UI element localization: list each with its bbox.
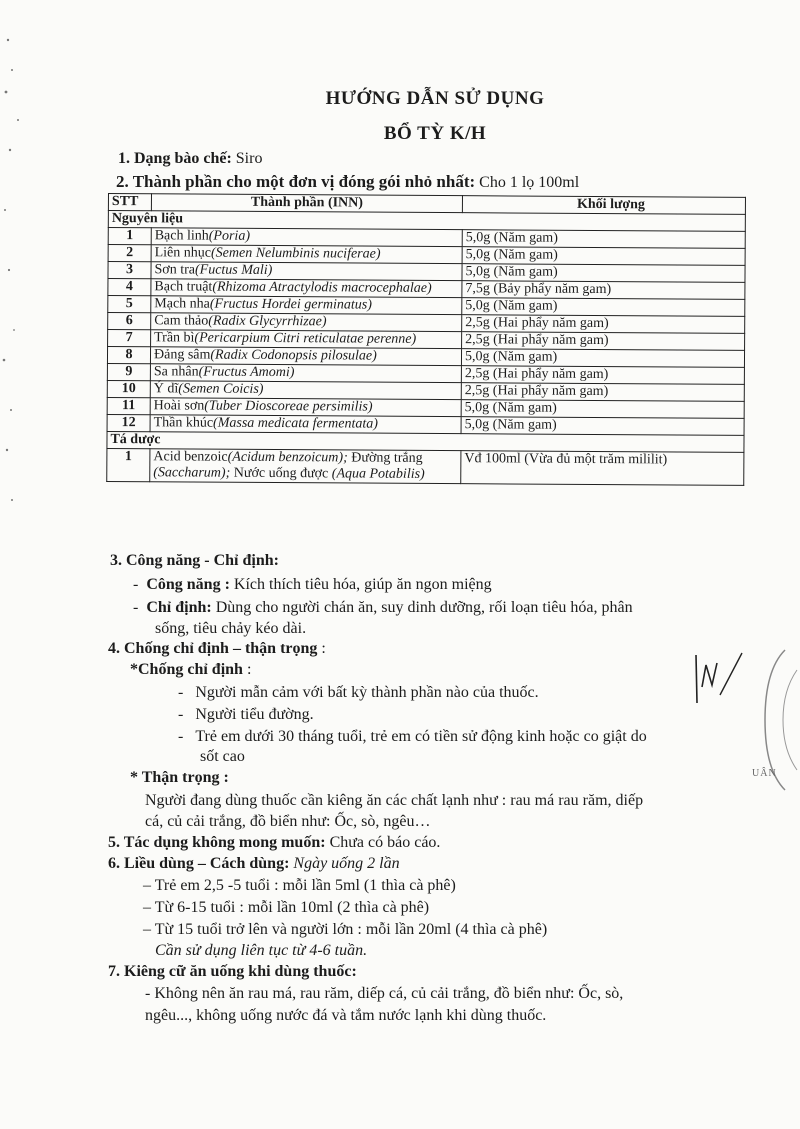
row-mass: 5,0g (Năm gam) — [462, 230, 745, 249]
excipient-name: Acid benzoic — [153, 449, 228, 465]
document-title: HƯỚNG DẪN SỬ DỤNG — [325, 88, 545, 109]
ingredient-name: Bạch truật — [154, 279, 213, 295]
row-stt: 8 — [107, 347, 150, 364]
cn-text: Kích thích tiêu hóa, giúp ăn ngon miệng — [233, 576, 492, 593]
section-5-label: 5. Tác dụng không mong muốn: — [108, 834, 326, 851]
section-3-cd: - Chỉ định: Dùng cho người chán ăn, suy dinh dưỡng, rối loạn tiêu hóa, phân — [133, 599, 633, 616]
row-mass: 2,5g (Hai phẩy năm gam) — [462, 332, 745, 351]
ingredient-name: Ý dĩ — [153, 381, 179, 397]
ingredients-table — [106, 193, 746, 486]
row-stt: 4 — [108, 279, 151, 296]
header-name: Thành phần (INN) — [151, 194, 462, 213]
row-mass: 5,0g (Năm gam) — [461, 400, 744, 419]
section-1 — [118, 150, 262, 168]
section-5-value: Chưa có báo cáo. — [329, 834, 441, 851]
row-stt: 12 — [107, 414, 150, 431]
row-mass: 2,5g (Hai phẩy năm gam) — [462, 315, 745, 334]
excipient-latin: (Aqua Potabilis) — [331, 466, 425, 482]
contraindication-cont: sốt cao — [200, 748, 245, 765]
dosage-note: Cần sử dụng liên tục từ 4-6 tuần. — [155, 942, 368, 959]
section-7-label: 7. Kiêng cữ ăn uống khi dùng thuốc: — [108, 963, 357, 980]
ingredient-latin: (Radix Glycyrrhizae) — [208, 313, 327, 330]
row-name — [151, 245, 462, 264]
row-name — [151, 279, 462, 298]
ingredient-name: Liên nhục — [154, 245, 212, 261]
dosage-item: – Từ 6-15 tuổi : mỗi lần 10ml (2 thìa cà phê) — [143, 899, 430, 916]
handwritten-signature — [690, 645, 750, 710]
ingredient-name: Mạch nha — [154, 296, 210, 312]
contraindication-item: - Người tiểu đường. — [178, 706, 314, 723]
row-name — [151, 296, 462, 315]
stamp-text: UÂN — [752, 768, 777, 779]
row-stt: 7 — [108, 330, 151, 347]
row-stt: 2 — [108, 245, 151, 262]
caution-text-cont: cá, củ cải trắng, đồ biển như: Ốc, sò, ngêu… — [145, 813, 431, 830]
header-mass: Khối lượng — [462, 196, 745, 215]
ingredient-name: Cam thảo — [154, 313, 209, 329]
section-4 — [108, 640, 326, 658]
section-1-value: Siro — [235, 150, 263, 167]
ingredient-latin: (Massa medicata fermentata) — [213, 415, 378, 432]
row-stt: 9 — [107, 363, 150, 380]
row-mass: 7,5g (Bảy phẩy năm gam) — [462, 281, 745, 300]
ingredient-rows — [107, 228, 745, 436]
row-stt: 3 — [108, 262, 151, 279]
cn-label: Công năng : — [146, 576, 230, 593]
excipient-latin: (Acidum benzoicum); — [227, 449, 348, 466]
excipient-name: Đường trắng — [351, 450, 423, 466]
row-mass: 2,5g (Hai phẩy năm gam) — [461, 383, 744, 402]
ccd-suffix: : — [246, 661, 252, 678]
excipient-name: Nước uống được — [233, 465, 329, 482]
product-name: BỔ TỲ K/H — [383, 123, 487, 144]
section-3-cn: - Công năng : Kích thích tiêu hóa, giúp ăn ngon miệng — [133, 576, 492, 593]
ingredient-latin: (Pericarpium Citri reticulatae perenne) — [194, 330, 417, 347]
section-2-label: 2. Thành phần cho một đơn vị đóng gói nhỏ nhất: — [116, 172, 476, 191]
ingredient-name: Sa nhân — [153, 364, 199, 380]
cd-text-cont: sống, tiêu chảy kéo dài. — [155, 620, 307, 637]
row-mass: 5,0g (Năm gam) — [461, 417, 744, 436]
excipient-latin: (Saccharum); — [153, 465, 231, 481]
row-mass: Vđ 100ml (Vừa đủ một trăm mililit) — [461, 451, 744, 486]
row-name — [150, 381, 461, 400]
ingredient-latin: (Radix Codonopsis pilosulae) — [210, 347, 377, 364]
cd-text: Dùng cho người chán ăn, suy dinh dưỡng, rối loạn tiêu hóa, phân — [215, 599, 633, 616]
ingredient-name: Đảng sâm — [153, 347, 211, 363]
contraindication-text: Trẻ em dưới 30 tháng tuổi, trẻ em có tiền sử động kinh hoặc co giật do — [195, 728, 647, 745]
section-6-label: 6. Liều dùng – Cách dùng: — [108, 855, 290, 872]
caution-text: Người đang dùng thuốc cần kiêng ăn các chất lạnh như : rau má rau răm, diếp — [145, 792, 644, 809]
contraindication-item: - Trẻ em dưới 30 tháng tuổi, trẻ em có tiền sử động kinh hoặc co giật do — [178, 728, 647, 745]
section-5 — [108, 834, 440, 852]
row-stt: 5 — [108, 296, 151, 313]
dosage-item: – Trẻ em 2,5 -5 tuổi : mỗi lần 5ml (1 thìa cà phê) — [143, 877, 456, 894]
section-4-label: 4. Chống chỉ định – thận trọng — [108, 640, 318, 657]
row-name — [151, 262, 462, 281]
ingredient-latin: (Fuctus Mali) — [194, 262, 273, 279]
ingredient-latin: (Semen Coicis) — [178, 381, 264, 397]
section-2 — [116, 172, 579, 192]
row-name — [150, 415, 461, 434]
ingredient-name: Sơn tra — [154, 262, 196, 278]
row-mass: 5,0g (Năm gam) — [462, 247, 745, 266]
row-mass: 5,0g (Năm gam) — [462, 298, 745, 317]
ingredient-name: Bạch linh — [154, 228, 209, 244]
row-name — [150, 347, 461, 366]
ingredient-latin: (Fructus Amomi) — [198, 364, 295, 381]
section-7-text-cont: ngêu..., không uống nước đá và tắm nước lạnh khi dùng thuốc. — [145, 1007, 547, 1024]
row-name — [150, 364, 461, 383]
dosage-item: – Từ 15 tuổi trở lên và người lớn : mỗi lần 20ml (4 thìa cà phê) — [143, 921, 548, 938]
ingredient-name: Hoài sơn — [153, 398, 205, 414]
contraindication-item: - Người mẫn cảm với bất kỳ thành phần nào của thuốc. — [178, 684, 539, 701]
section-1-label: 1. Dạng bào chế: — [118, 150, 232, 167]
ingredient-latin: (Rhizoma Atractylodis macrocephalae) — [212, 279, 432, 296]
section-3-label: 3. Công năng - Chỉ định: — [110, 552, 279, 569]
section-7-text: - Không nên ăn rau má, rau răm, diếp cá, củ cải trắng, đồ biển như: Ốc, sò, — [145, 985, 624, 1002]
caution-label: * Thận trọng : — [130, 769, 229, 786]
row-name — [150, 449, 461, 484]
table-row — [107, 448, 744, 485]
section-6-value: Ngày uống 2 lần — [293, 855, 400, 872]
row-name — [151, 313, 462, 332]
section-4-suffix: : — [321, 640, 326, 657]
ingredient-latin: (Tuber Dioscoreae persimilis) — [204, 398, 373, 415]
ingredient-name: Trần bì — [154, 330, 195, 346]
section-6 — [108, 855, 400, 873]
ccd-label: *Chống chỉ định — [130, 661, 243, 678]
contraindication-text: Người mẫn cảm với bất kỳ thành phần nào của thuốc. — [195, 684, 539, 701]
row-mass: 5,0g (Năm gam) — [461, 349, 744, 368]
group-label: Tá dược — [107, 431, 744, 452]
contraindication-heading — [130, 661, 251, 679]
row-stt: 1 — [108, 228, 151, 245]
row-mass: 2,5g (Hai phẩy năm gam) — [461, 366, 744, 385]
group-label: Nguyên liệu — [108, 211, 745, 232]
section-2-value: Cho 1 lọ 100ml — [479, 174, 580, 191]
ingredient-latin: (Poria) — [208, 228, 251, 244]
row-stt: 6 — [108, 313, 151, 330]
ingredient-latin: (Semen Nelumbinis nuciferae) — [210, 245, 381, 262]
row-name — [151, 330, 462, 349]
row-stt: 11 — [107, 397, 150, 414]
contraindication-text: Người tiểu đường. — [195, 706, 314, 723]
row-name — [151, 228, 462, 247]
ingredient-name: Thần khúc — [153, 415, 214, 431]
row-stt: 1 — [107, 448, 150, 481]
cd-label: Chỉ định: — [146, 599, 212, 616]
ingredient-latin: (Fructus Hordei germinatus) — [209, 296, 372, 313]
row-mass: 5,0g (Năm gam) — [462, 264, 745, 283]
header-stt: STT — [108, 194, 151, 211]
row-stt: 10 — [107, 380, 150, 397]
row-name — [150, 398, 461, 417]
